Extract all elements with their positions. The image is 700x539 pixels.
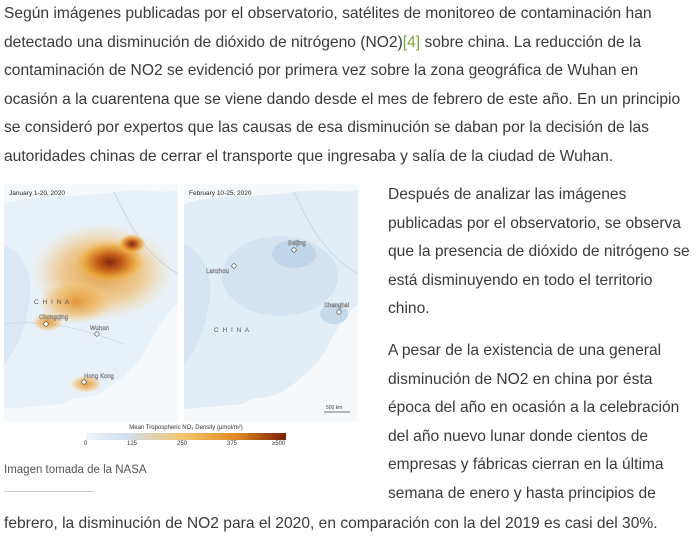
intro-text-start: Según imágenes publicadas por el observatorio, satélites de monitoreo de contaminación han detectado una disminución de dióxido de nitrógeno (NO2) bbox=[4, 5, 652, 51]
map-february-date: February 10-25, 2020 bbox=[189, 190, 252, 197]
caption-divider bbox=[4, 491, 94, 492]
legend-tick: 0 bbox=[84, 441, 88, 447]
legend-tick: 125 bbox=[127, 441, 138, 447]
city-label-beijing: Beijing bbox=[288, 241, 307, 247]
side-paragraph-2: A pesar de la existencia de una general disminución de NO2 en china por ésta época del año en ocasión a la celebración del año nuevo lunar donde cientos de empresas y fábricas cierran en la última semana de enero y hasta principios de bbox=[388, 342, 680, 502]
legend-ticks bbox=[86, 440, 286, 448]
map-january-date: January 1-20, 2020 bbox=[9, 190, 66, 197]
city-label-shanghai: Shanghai bbox=[324, 303, 350, 309]
map-january-country: C H I N A bbox=[34, 299, 71, 306]
intro-paragraph bbox=[4, 0, 694, 171]
side-column bbox=[388, 181, 694, 508]
intro-text-end: sobre china. La reducción de la contaminación de NO2 se evidenció por primera vez sobre la zona geográfica de Wuhan en ocasión a la cuarentena que se viene dando desde el mes de febrero de este año. En un principio se consideró por expertos que las causas de esa disminución se daban por la decisión de las autoridades chinas de cerrar el transporte que ingresaba y salía de la ciudad de Wuhan. bbox=[4, 33, 681, 165]
city-label-chongqing: Chongqing bbox=[39, 315, 69, 321]
city-label-hong-kong: Hong Kong bbox=[84, 374, 115, 380]
closing-line: febrero, la disminución de NO2 para el 2020, en comparación con la del 2019 es casi del 30%. bbox=[4, 515, 658, 532]
legend-tick: 375 bbox=[227, 441, 238, 447]
legend-tick: 250 bbox=[177, 441, 188, 447]
reference-link[interactable]: [4] bbox=[402, 33, 421, 51]
legend-tick: ≥500 bbox=[272, 441, 286, 447]
side-paragraph-1: Después de analizar las imágenes publicadas por el observatorio, se observa que la presencia de dióxido de nitrógeno se está disminuyendo en todo el territorio chino. bbox=[388, 186, 690, 317]
scale-label: 500 km bbox=[326, 405, 343, 411]
map-february-country: C H I N A bbox=[214, 327, 251, 334]
city-label-lanzhou: Lanzhou bbox=[206, 269, 230, 275]
legend-title: Mean Tropospheric NO₂ Density (μmol/m²) bbox=[129, 425, 243, 431]
no2-legend bbox=[86, 425, 286, 455]
legend-color-bar bbox=[86, 433, 286, 440]
map-february bbox=[184, 184, 358, 422]
figure-caption: Imagen tomada de la NASA bbox=[4, 464, 147, 476]
city-label-wuhan: Wuhan bbox=[90, 326, 109, 332]
map-january bbox=[4, 184, 178, 422]
